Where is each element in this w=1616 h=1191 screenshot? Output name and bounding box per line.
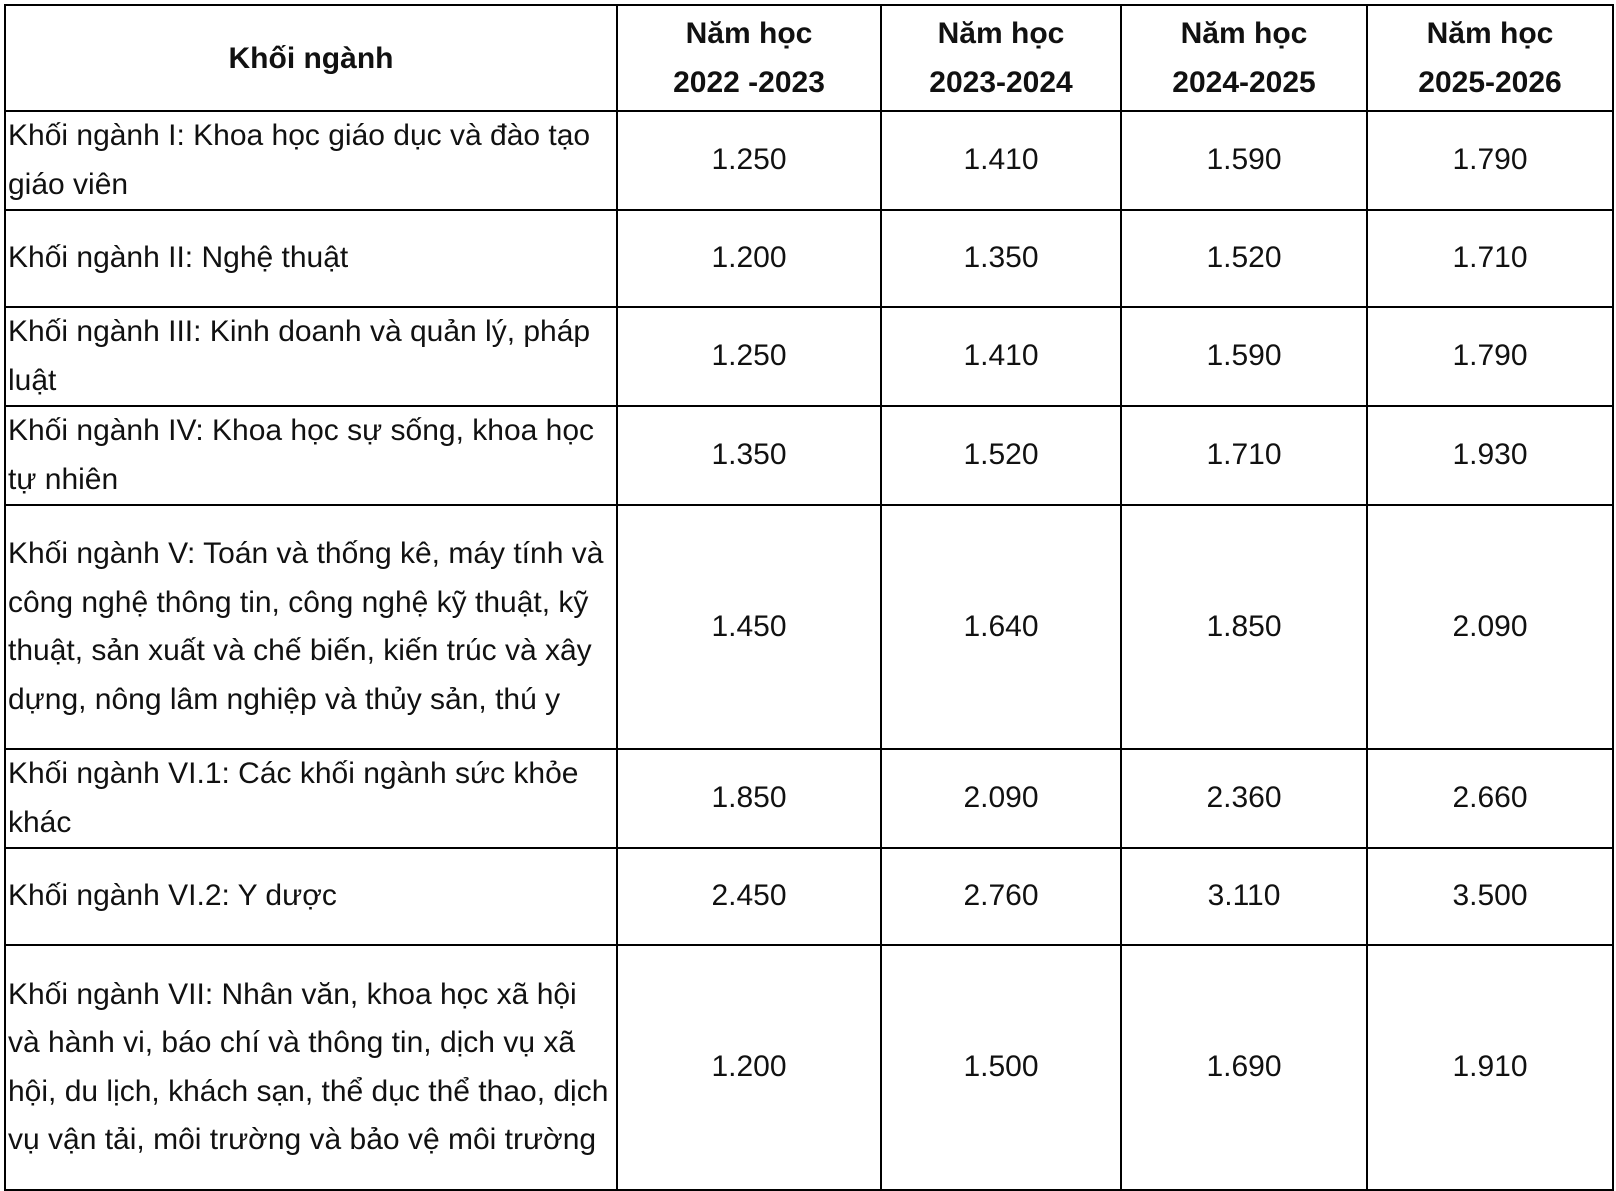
fee-value: 1.200 [617, 210, 881, 307]
fee-value: 1.850 [1121, 505, 1367, 749]
fee-value: 1.640 [881, 505, 1121, 749]
fee-value: 1.790 [1367, 307, 1613, 406]
field-group-name: Khối ngành VII: Nhân văn, khoa học xã hội và hành vi, báo chí và thông tin, dịch vụ xã hội, du lịch, khách sạn, thể dục thể thao, dịch vụ vận tải, môi trường và bảo vệ môi trường [5, 945, 617, 1190]
fee-value: 1.450 [617, 505, 881, 749]
fee-value: 1.410 [881, 111, 1121, 210]
header-year-2022-2023 [617, 5, 881, 111]
field-group-name: Khối ngành IV: Khoa học sự sống, khoa học tự nhiên [5, 406, 617, 505]
header-year-2024-2025 [1121, 5, 1367, 111]
field-group-name: Khối ngành II: Nghệ thuật [5, 210, 617, 307]
table-row [5, 111, 1613, 210]
fee-value: 1.590 [1121, 307, 1367, 406]
table-row [5, 505, 1613, 749]
table-row [5, 945, 1613, 1190]
header-year-range: 2022 -2023 [673, 66, 825, 99]
table-row [5, 749, 1613, 848]
header-year-label: Năm học [937, 17, 1065, 50]
table-header-row [5, 5, 1613, 111]
fee-value: 1.200 [617, 945, 881, 1190]
fee-value: 1.500 [881, 945, 1121, 1190]
fee-value: 1.250 [617, 307, 881, 406]
table-row [5, 848, 1613, 945]
fee-value: 2.660 [1367, 749, 1613, 848]
fee-value: 1.520 [1121, 210, 1367, 307]
field-group-name: Khối ngành VI.1: Các khối ngành sức khỏe khác [5, 749, 617, 848]
header-year-range: 2023-2024 [929, 66, 1073, 99]
field-group-name: Khối ngành III: Kinh doanh và quản lý, pháp luật [5, 307, 617, 406]
header-field-group: Khối ngành [5, 5, 617, 111]
header-year-label: Năm học [685, 17, 813, 50]
table-row [5, 406, 1613, 505]
fee-value: 1.250 [617, 111, 881, 210]
table-row [5, 307, 1613, 406]
field-group-name: Khối ngành VI.2: Y dược [5, 848, 617, 945]
fee-value: 1.350 [881, 210, 1121, 307]
header-year-range: 2024-2025 [1172, 66, 1316, 99]
table-row [5, 210, 1613, 307]
fee-value: 1.790 [1367, 111, 1613, 210]
header-year-range: 2025-2026 [1418, 66, 1562, 99]
field-group-name: Khối ngành V: Toán và thống kê, máy tính và công nghệ thông tin, công nghệ kỹ thuật, kỹ thuật, sản xuất và chế biến, kiến trúc và xây dựng, nông lâm nghiệp và thủy sản, thú y [5, 505, 617, 749]
fee-value: 3.110 [1121, 848, 1367, 945]
tuition-fee-table [4, 4, 1614, 1191]
header-year-label: Năm học [1426, 17, 1554, 50]
fee-value: 1.710 [1121, 406, 1367, 505]
fee-value: 1.850 [617, 749, 881, 848]
fee-value: 2.450 [617, 848, 881, 945]
fee-value: 3.500 [1367, 848, 1613, 945]
fee-value: 1.710 [1367, 210, 1613, 307]
fee-value: 1.350 [617, 406, 881, 505]
fee-value: 2.090 [1367, 505, 1613, 749]
fee-value: 2.760 [881, 848, 1121, 945]
fee-value: 1.910 [1367, 945, 1613, 1190]
fee-value: 1.690 [1121, 945, 1367, 1190]
header-year-2025-2026 [1367, 5, 1613, 111]
field-group-name: Khối ngành I: Khoa học giáo dục và đào tạo giáo viên [5, 111, 617, 210]
fee-value: 1.410 [881, 307, 1121, 406]
header-year-2023-2024 [881, 5, 1121, 111]
header-year-label: Năm học [1180, 17, 1308, 50]
fee-value: 1.590 [1121, 111, 1367, 210]
fee-value: 1.930 [1367, 406, 1613, 505]
fee-value: 2.090 [881, 749, 1121, 848]
fee-value: 2.360 [1121, 749, 1367, 848]
fee-value: 1.520 [881, 406, 1121, 505]
